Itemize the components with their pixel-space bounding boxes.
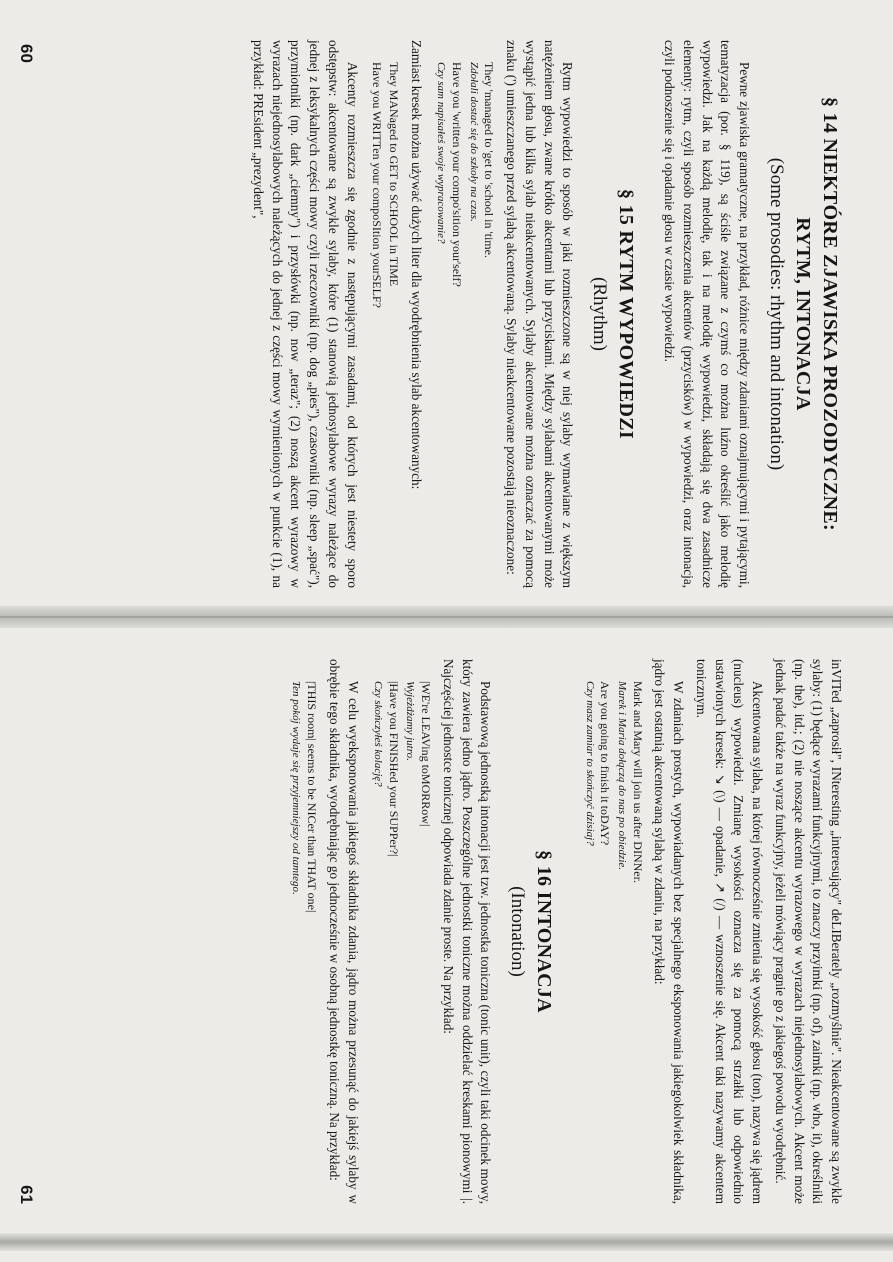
example-block: [581, 681, 645, 1204]
section-15-paragraph-2: Zamiast kresek można używać dużych liter dla wyodrębnienia sylab akcentowanych:: [409, 40, 425, 490]
example-sentence: Are you going to finish it toDAY?: [598, 681, 613, 846]
section-14-paragraph: Pewne zjawiska gramatyczne, na przykład, różnice między zdaniami oznajmującymi i pytającymi, tematyzacja (por. § 119), są ściśle związane z czymś co można luźno określić jako melodię wypowiedzi. Jak na każdą melodię, tak i na melodię wypowiedzi, składają się dwa zasadnicze elementy: rytm, czyli sposób rozmieszczenia akcentów (przycisków) w wypowiedzi, oraz intonacja, czyli podnoszenie się i opadanie głosu w czasie wypowiedzi.: [662, 40, 752, 588]
example-translation: Ten pokój wydaje się przyjemniejszy od tamtego.: [290, 681, 303, 895]
example-sentence: |WE're LEAVing toMORRow|: [419, 681, 434, 827]
right-page: [0, 629, 893, 1262]
section-14-title-line2: RYTM, INTONACJA: [792, 217, 814, 411]
example-translation: Czy skończyłeś kolację?: [372, 681, 385, 787]
page-number: 60: [17, 44, 36, 63]
example-sentence: |Have you FINISHed your SUPPer?|: [386, 681, 401, 857]
example-block: [369, 62, 403, 588]
section-15-subtitle: (Rhythm): [589, 277, 611, 351]
example-translation: Czy masz zamiar to skończyć dzisiaj?: [583, 681, 596, 846]
example-sentence: Have you WRITTen your compoSItion yourSELF?: [370, 62, 385, 308]
example-sentence: They MANaged to GET to SCHOOL in TIME: [387, 62, 402, 287]
example-block: [433, 62, 497, 588]
section-16-paragraph-2: W celu wyeksponowania jakiegoś składnika zdania, jądro można przesunąć do jakiejś sylaby w obrębie tego składnika, wyodrębniając go jednocześnie w osobną jednostkę toniczną. Na przykład:: [326, 659, 361, 1204]
example-translation: Wyjeżdżamy jutro.: [404, 681, 417, 761]
example-translation: Zdołali dostać się do szkoły na czas.: [467, 62, 480, 222]
example-translation: Czy sam napisałeś swoje wypracowanie?: [435, 62, 448, 244]
example-sentence: They 'managed to 'get to 'school in 'time.: [482, 62, 497, 258]
section-16-title: § 16 INTONACJA: [533, 850, 556, 1013]
section-15-paragraph-3: Akcenty rozmieszcza się zgodnie z następującymi zasadami, od których jest niestety sporo odstępstw: akcentowane są zwykle sylaby, które (1) stanowią jednosylabowe wyrazy należące do jednej z leksykalnych części mowy czyli rzeczowniki (np. dog „pies"), czasowniki (np. sleep „spać"), przymiotniki (np. dark „ciemny") i przysłówki (np. now „teraz"; (2) noszą akcent wyrazowy w wyrazach niejednosylabowych należących do jednej z części mowy wymienionych w punkcie (1), na przykład: PREsident „prezydent",: [251, 40, 360, 588]
left-page: [0, 0, 893, 606]
simple-sentence-paragraph: W zdaniach prostych, wypowiadanych bez specjalnego eksponowania jakiegokolwiek składnika, jądro jest ostatnią akcentowaną sylabą w zdaniu, na przykład:: [652, 659, 687, 1204]
example-translation: Marek i Maria dołączą do nas po obiedzie.: [615, 681, 628, 871]
section-14-title: § 14 NIEKTÓRE ZJAWISKA PROZODYCZNE:: [819, 97, 841, 531]
nucleus-paragraph: Akcentowana sylaba, na której równocześnie zmienia się wysokość głosu (ton), nazywa się jądrem (nucleus) wypowiedzi. Zmianę wysokości oznacza się za pomocą strzałki lub odpowiednio ustawionych kresek: ↘ (\) — opadanie, ↗ (/) — wznoszenie się. Akcent taki nazywamy akcentem tonicznym.: [693, 659, 766, 1204]
section-16-subtitle: (Intonation): [507, 886, 529, 977]
section-16-paragraph-1: Podstawową jednostką intonacji jest tzw. jednostka toniczna (tonic unit), czyli taki odcinek mowy, który zawiera jedno jądro. Poszczególne jednostki toniczne można oddzielać kreskami pionowymi |. Najczęściej jednostce tonicznej odpowiada zdanie proste. Na przykład:: [440, 659, 494, 1204]
section-15-paragraph-1: Rytm wypowiedzi to sposób w jaki rozmieszczone są w niej sylaby wymawiane z większym natężeniem głosu, zwane krótko akcentami lub przyciskami. Między sylabami akcentowanymi może wystąpić jedna lub kilka sylab nieakcentowanych. Sylaby akcentowane można oznaczać za pomocą znaku (') umieszczanego przed sylabą akcentowaną. Sylaby nieakcentowane pozostają nieoznaczone:: [504, 40, 576, 588]
example-block: [370, 681, 434, 1204]
example-sentence: Have you 'written your compo'sition your'self?: [450, 62, 465, 287]
example-sentence: |THIS room| seems to be NICer than THAT one|: [305, 681, 320, 913]
example-block: [288, 681, 320, 1204]
example-sentence: Mark and Mary will join us after DINNer.: [630, 681, 645, 883]
continued-paragraph: inVITed „zaprosił", INteresting „interesujący" deLIBerately „rozmyślnie". Nieakcentowane są zwykle sylaby: (1) będące wyrazami funkcyjnymi, to znaczy przyimki (np. of), zaimki (np. who, it), określniki (np. the), itd.; (2) nie noszące akcentu wyrazowego w wyrazach niejednosylabowych. Akcent może jednak padać także na wyraz funkcyjny, jeżeli mówiący pragnie go z jakiegoś powodu wyodrębnić.: [772, 659, 844, 1204]
section-15-title: § 15 RYTM WYPOWIEDZI: [615, 189, 638, 439]
section-14-subtitle: (Some prosodies: rhythm and intonation): [766, 157, 787, 471]
page-number: 61: [17, 1185, 36, 1204]
